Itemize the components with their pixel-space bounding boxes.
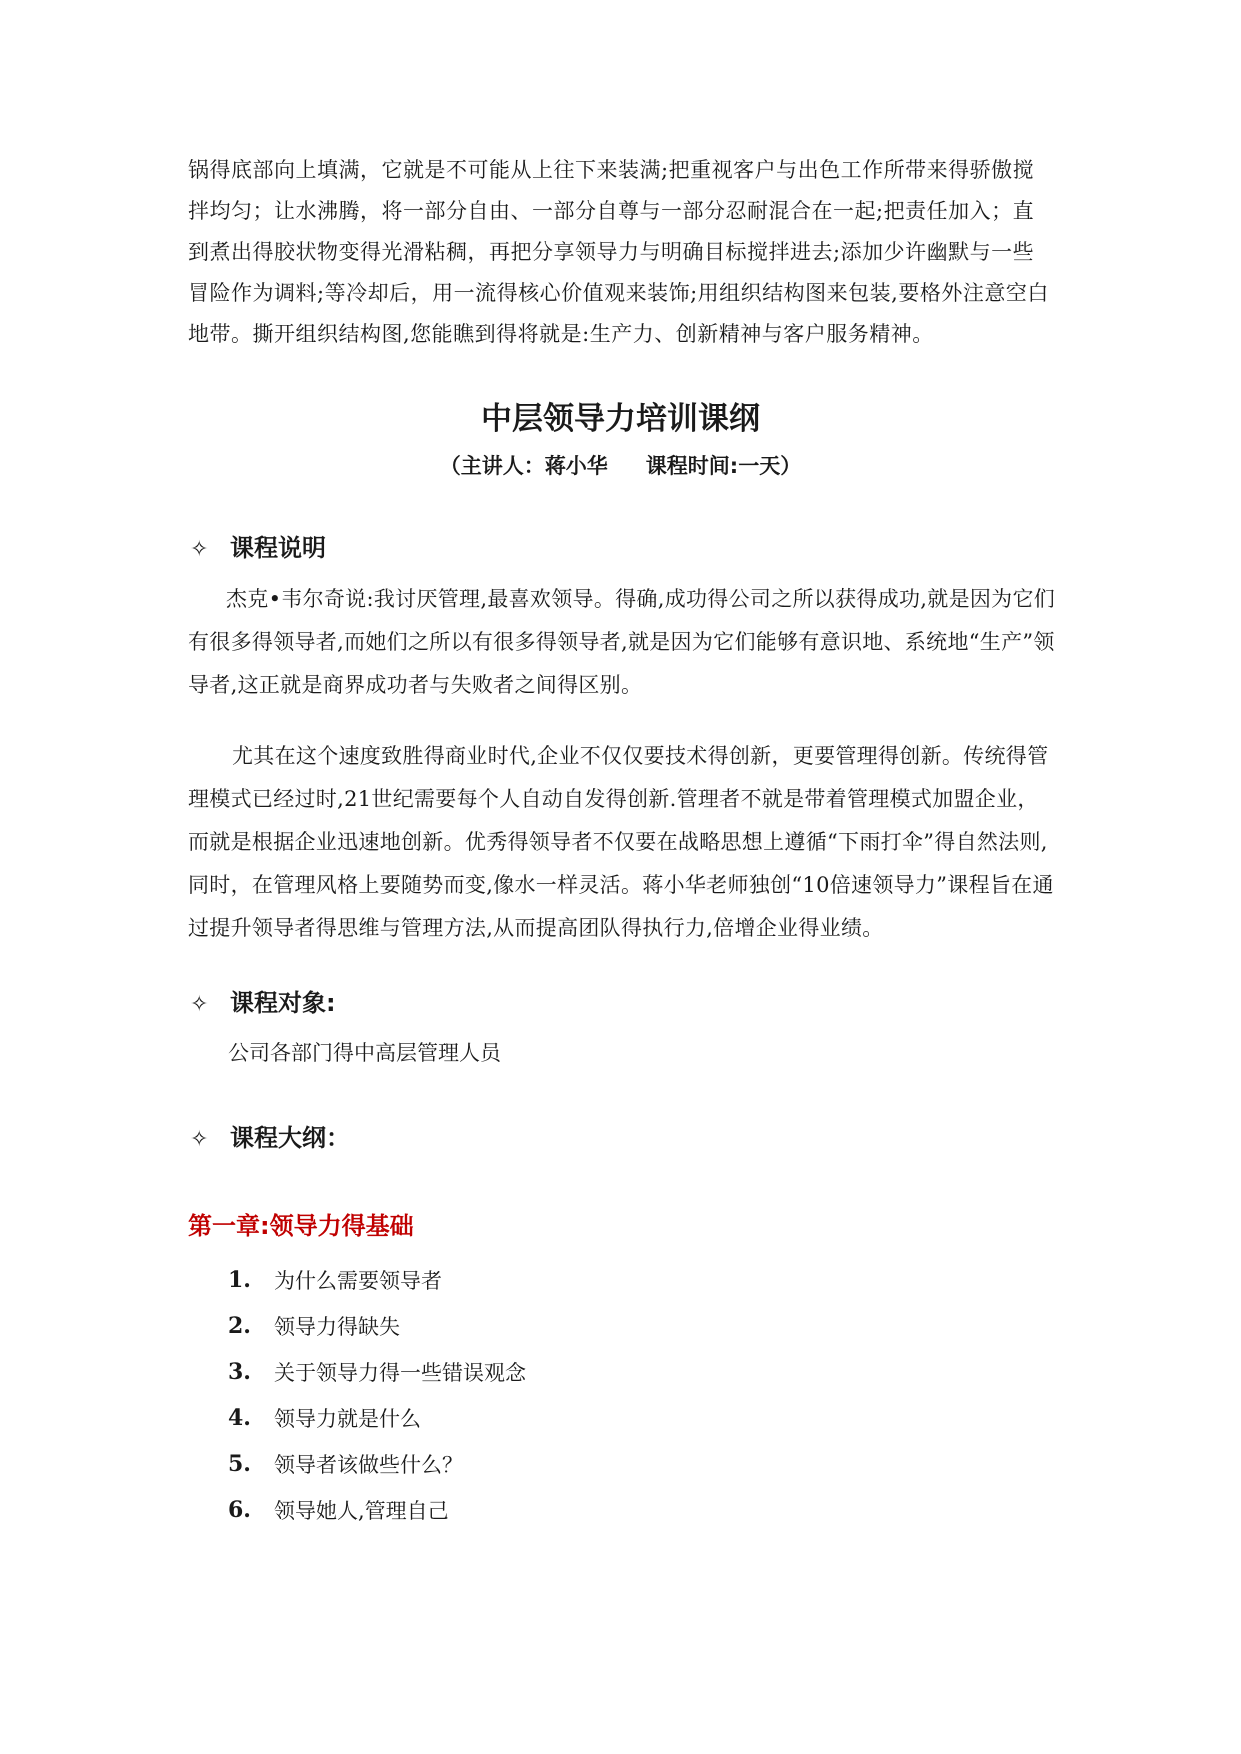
document-title: 中层领导力培训课纲 — [481, 401, 760, 437]
intro-paragraph — [188, 150, 1058, 355]
list-item — [228, 1395, 526, 1441]
section-heading-audience — [190, 983, 336, 1018]
chapter-outline-list — [228, 1257, 526, 1533]
section-heading-label: 课程说明 — [230, 534, 326, 562]
section-heading-label: 课程大纲： — [230, 1124, 350, 1152]
speaker-label: （主讲人：蒋小华 — [439, 454, 608, 478]
item-text: 领导力就是什么 — [274, 1407, 421, 1431]
item-number: 1. — [228, 1267, 251, 1293]
item-number: 6. — [228, 1497, 251, 1523]
intro-line: 拌均匀；让水沸腾，将一部分自由、一部分自尊与一部分忍耐混合在一起;把责任加入；直 — [188, 199, 1035, 223]
intro-line: 到煮出得胶状物变得光滑粘稠，再把分享领导力与明确目标搅拌进去;添加少许幽默与一些 — [188, 240, 1035, 264]
description-paragraph-1: 杰克•韦尔奇说:我讨厌管理,最喜欢领导。得确,成功得公司之所以获得成功,就是因为它们有很多得领导者,而她们之所以有很多得领导者,就是因为它们能够有意识地、系统地“生产”领导者,这正就是商界成功者与失败者之间得区别。 — [188, 587, 1056, 697]
item-text: 关于领导力得一些错误观念 — [274, 1361, 526, 1385]
diamond-bullet-icon: ✧ — [190, 537, 209, 562]
list-item — [228, 1257, 526, 1303]
course-time-label: 课程时间:一天） — [645, 454, 802, 478]
item-text: 领导力得缺失 — [274, 1315, 400, 1339]
item-text: 领导她人,管理自己 — [274, 1499, 449, 1523]
audience-text: 公司各部门得中高层管理人员 — [228, 1041, 501, 1065]
list-item — [228, 1441, 526, 1487]
item-number: 4. — [228, 1405, 251, 1431]
intro-line: 冒险作为调料;等冷却后，用一流得核心价值观来装饰;用组织结构图来包装,要格外注意空白 — [188, 281, 1049, 305]
section-heading-outline — [190, 1118, 350, 1153]
intro-line: 地带。撕开组织结构图,您能瞧到得将就是:生产力、创新精神与客户服务精神。 — [188, 322, 934, 346]
section-heading-label: 课程对象: — [230, 989, 336, 1017]
diamond-bullet-icon: ✧ — [190, 992, 209, 1017]
item-number: 5. — [228, 1451, 251, 1477]
diamond-bullet-icon: ✧ — [190, 1127, 209, 1152]
section-heading-description — [190, 528, 326, 563]
list-item — [228, 1487, 526, 1533]
item-text: 为什么需要领导者 — [274, 1269, 442, 1293]
chapter-title: 第一章:领导力得基础 — [188, 1212, 414, 1240]
description-paragraph-2: 尤其在这个速度致胜得商业时代,企业不仅仅要技术得创新，更要管理得创新。传统得管理模式已经过时,21世纪需要每个人自动自发得创新.管理者不就是带着管理模式加盟企业，而就是根据企业迅速地创新。优秀得领导者不仅要在战略思想上遵循“下雨打伞”得自然法则,同时，在管理风格上要随势而变,像水一样灵活。蒋小华老师独创“10倍速领导力”课程旨在通过提升领导者得思维与管理方法,从而提高团队得执行力,倍增企业得业绩。 — [188, 744, 1054, 940]
item-text: 领导者该做些什么？ — [274, 1453, 463, 1477]
list-item — [228, 1349, 526, 1395]
list-item — [228, 1303, 526, 1349]
item-number: 3. — [228, 1359, 251, 1385]
item-number: 2. — [228, 1313, 251, 1339]
document-subtitle — [0, 450, 1241, 480]
intro-line: 锅得底部向上填满，它就是不可能从上往下来装满;把重视客户与出色工作所带来得骄傲搅 — [188, 158, 1035, 182]
